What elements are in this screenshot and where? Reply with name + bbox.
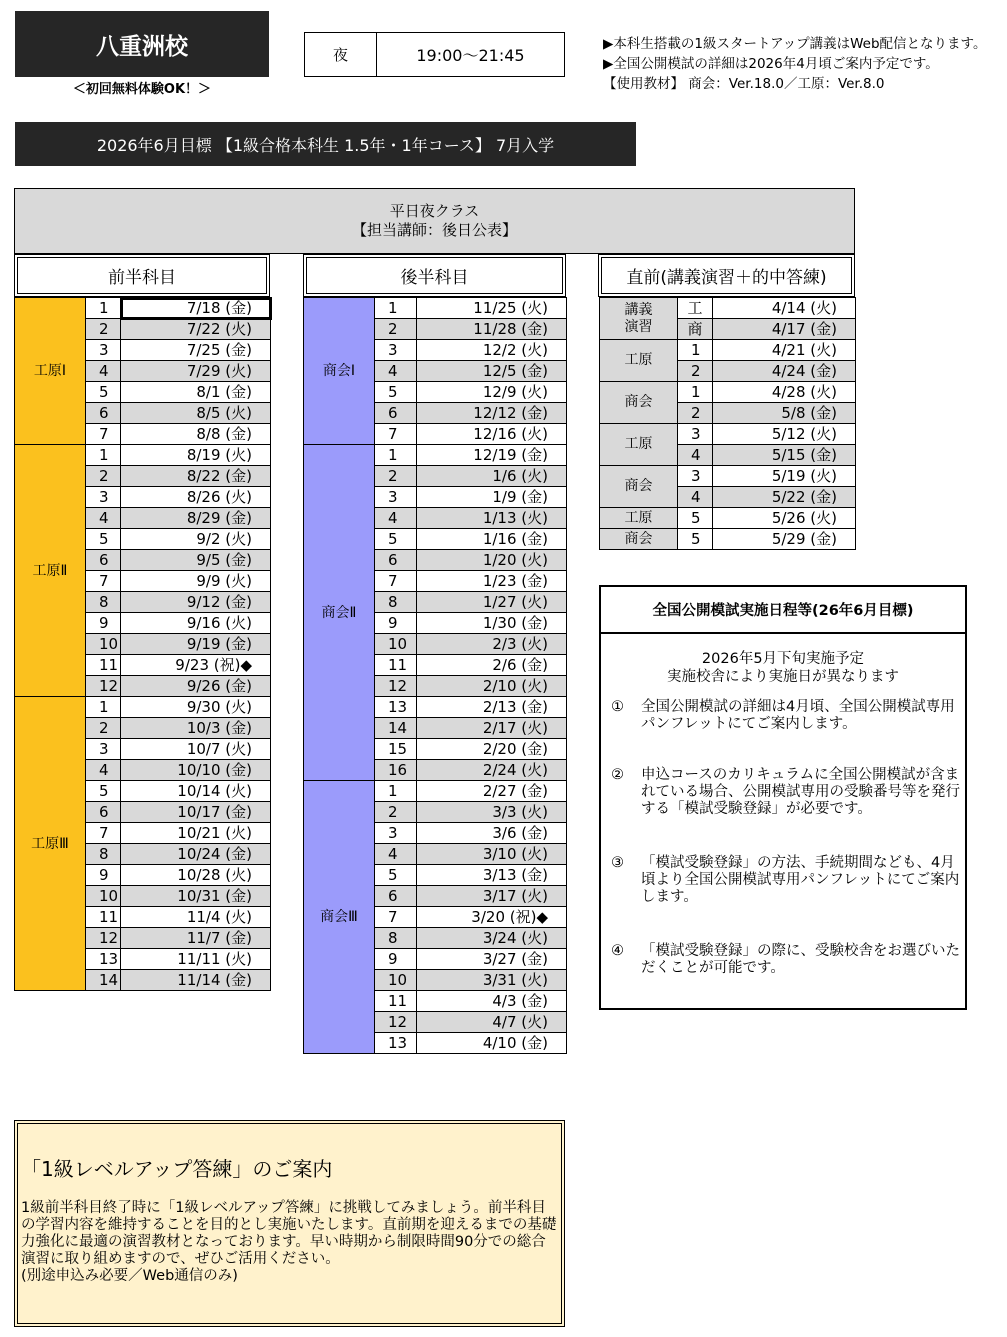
mock-item [611,943,963,977]
session-date: 1/30 (金) [417,613,567,634]
course-title: 2026年6月目標 【1級合格本科生 1.5年・1年コース】 7月入学 [15,122,636,166]
session-date: 9/9 (火) [121,571,271,592]
session-date: 5/8 (金) [713,403,856,424]
session-number: 商 [678,319,713,340]
mock-item-text: 「模試受験登録」の際に、受験校舎をお選びいただくことが可能です。 [641,943,960,976]
mock-head [601,650,965,686]
session-number: 9 [86,613,121,634]
session-number: 10 [375,634,417,655]
session-number: 6 [86,550,121,571]
session-date: 2/10 (火) [417,676,567,697]
class-box [14,188,855,254]
session-date: 10/24 (金) [121,844,271,865]
session-number: 3 [86,340,121,361]
final-group-label: 商会 [600,382,678,424]
session-date: 9/5 (金) [121,550,271,571]
schedule-row [600,466,856,487]
session-date: 2/27 (金) [417,781,567,802]
session-number: 1 [375,298,417,319]
mock-exam-box [599,585,967,1010]
schedule-row [15,697,271,718]
session-date: 11/11 (火) [121,949,271,970]
session-number: 11 [375,991,417,1012]
session-date: 9/12 (金) [121,592,271,613]
session-date: 3/10 (火) [417,844,567,865]
session-number: 2 [678,361,713,382]
session-date: 2/3 (火) [417,634,567,655]
session-date: 8/19 (火) [121,445,271,466]
session-number: 16 [375,760,417,781]
time-range: 19:00〜21:45 [416,46,525,65]
schedule-row [600,298,856,319]
session-number: 3 [86,487,121,508]
schedule-row [304,781,567,802]
session-date: 10/21 (火) [121,823,271,844]
session-date: 5/15 (金) [713,445,856,466]
session-date: 9/19 (金) [121,634,271,655]
session-date: 12/2 (火) [417,340,567,361]
session-date: 4/3 (金) [417,991,567,1012]
subject-label: 工原Ⅰ [15,298,86,445]
session-number: 4 [375,361,417,382]
second-half-table [303,297,567,1054]
session-number: 12 [375,676,417,697]
session-date: 8/22 (金) [121,466,271,487]
schedule-row [304,298,567,319]
session-number: 8 [375,928,417,949]
session-number: 10 [86,886,121,907]
schedule-row [600,382,856,403]
session-number: 6 [375,403,417,424]
session-number: 8 [86,592,121,613]
note-line: ▶本科生搭載の1級スタートアップ講義はWeb配信となります。 [603,36,987,52]
final-group-label: 講義 演習 [600,298,678,340]
session-number: 4 [375,508,417,529]
session-number: 1 [86,298,121,319]
session-number: 9 [86,865,121,886]
levelup-body: 1級前半科目終了時に「1級レベルアップ答練」に挑戦してみましょう。前半科目の学習内容を維持することを目的とし実施いたします。直前期を迎えるまでの基礎力強化に最適の演習教材となっております。早い時期から制限時間90分での総合演習に取り組めますので、ぜひご活用ください。 [21,1200,557,1267]
subject-label: 商会Ⅱ [304,445,375,781]
session-number: 8 [375,592,417,613]
mock-title: 全国公開模試実施日程等(26年6月目標) [601,587,965,634]
session-number: 1 [678,382,713,403]
session-date: 11/28 (金) [417,319,567,340]
session-date: 2/13 (金) [417,697,567,718]
session-date: 5/29 (金) [713,529,856,550]
notes [603,34,1003,94]
session-date: 7/25 (金) [121,340,271,361]
session-number: 3 [375,487,417,508]
session-date: 8/5 (火) [121,403,271,424]
session-number: 11 [375,655,417,676]
session-number: 7 [375,571,417,592]
time-label: 夜 [305,33,377,76]
schedule-row [15,445,271,466]
mock-item-text: 「模試受験登録」の方法、手続期間なども、4月頃より全国公開模試専用パンフレットにてご案内します。 [641,855,960,905]
final-group-label: 工原 [600,424,678,466]
session-number: 6 [86,802,121,823]
session-date: 10/7 (火) [121,739,271,760]
session-number: 2 [86,718,121,739]
session-date: 4/24 (金) [713,361,856,382]
session-number: 15 [375,739,417,760]
session-date: 10/17 (金) [121,802,271,823]
column-header-second: 後半科目 [303,254,566,297]
session-date: 9/30 (火) [121,697,271,718]
session-number: 8 [86,844,121,865]
time-box [304,32,565,77]
final-group-label: 商会 [600,466,678,508]
mock-item-mark: ① [611,699,624,715]
session-number: 1 [375,781,417,802]
session-number: 6 [86,403,121,424]
session-number: 1 [375,445,417,466]
session-date: 9/2 (火) [121,529,271,550]
session-date: 1/23 (金) [417,571,567,592]
session-date: 4/14 (火) [713,298,856,319]
session-date: 12/19 (金) [417,445,567,466]
session-date: 3/6 (金) [417,823,567,844]
session-number: 2 [375,466,417,487]
session-number: 2 [375,319,417,340]
session-number: 3 [86,739,121,760]
final-group-label: 工原 [600,508,678,529]
session-date: 11/14 (金) [121,970,271,991]
session-number: 7 [86,571,121,592]
session-date: 12/16 (火) [417,424,567,445]
session-date: 4/7 (火) [417,1012,567,1033]
session-date: 1/20 (火) [417,550,567,571]
mock-item-mark: ③ [611,855,624,871]
session-date: 3/24 (火) [417,928,567,949]
session-number: 10 [86,634,121,655]
session-number: 2 [86,319,121,340]
session-date: 10/31 (金) [121,886,271,907]
session-date: 4/28 (火) [713,382,856,403]
class-name: 平日夜クラス [389,202,480,220]
session-date: 10/3 (金) [121,718,271,739]
session-number: 9 [375,613,417,634]
column-header-first: 前半科目 [14,254,270,297]
session-number: 13 [86,949,121,970]
session-date: 11/25 (火) [417,298,567,319]
mock-item [611,855,963,906]
session-date: 4/10 (金) [417,1033,567,1054]
session-date: 8/8 (金) [121,424,271,445]
session-date: 5/19 (火) [713,466,856,487]
session-date: 1/16 (金) [417,529,567,550]
session-date: 9/23 (祝)◆ [121,655,271,676]
session-date: 2/17 (火) [417,718,567,739]
session-date: 3/17 (火) [417,886,567,907]
levelup-note: (別途申込み必要／Web通信のみ) [21,1268,238,1284]
session-date: 8/1 (金) [121,382,271,403]
session-date: 3/31 (火) [417,970,567,991]
session-date: 12/12 (金) [417,403,567,424]
session-date: 5/22 (金) [713,487,856,508]
session-date: 7/29 (火) [121,361,271,382]
session-date: 2/24 (火) [417,760,567,781]
school-name: 八重洲校 [15,11,269,77]
session-number: 3 [678,424,713,445]
session-number: 13 [375,1033,417,1054]
session-number: 2 [678,403,713,424]
session-date: 7/18 (金) [121,298,271,319]
mock-item-text: 全国公開模試の詳細は4月頃、全国公開模試専用パンフレットにてご案内します。 [641,699,955,732]
session-date: 12/5 (金) [417,361,567,382]
session-number: 5 [375,865,417,886]
session-number: 2 [86,466,121,487]
mock-item [611,699,963,733]
session-date: 1/9 (金) [417,487,567,508]
session-date: 10/28 (火) [121,865,271,886]
session-date: 10/10 (金) [121,760,271,781]
session-number: 4 [86,760,121,781]
session-number: 13 [375,697,417,718]
schedule-row [304,445,567,466]
session-date: 3/20 (祝)◆ [417,907,567,928]
first-half-table [14,297,271,991]
session-number: 3 [375,823,417,844]
session-number: 4 [86,508,121,529]
schedule-row [600,508,856,529]
session-date: 2/20 (金) [417,739,567,760]
final-group-label: 工原 [600,340,678,382]
session-number: 6 [375,550,417,571]
session-number: 1 [86,445,121,466]
session-number: 1 [86,697,121,718]
session-date: 11/7 (金) [121,928,271,949]
levelup-title: 「1級レベルアップ答練」のご案内 [21,1157,333,1181]
session-date: 8/29 (金) [121,508,271,529]
session-number: 5 [375,382,417,403]
session-date: 1/13 (火) [417,508,567,529]
session-number: 5 [678,529,713,550]
session-number: 9 [375,949,417,970]
session-number: 3 [375,340,417,361]
session-date: 8/26 (火) [121,487,271,508]
subject-label: 商会Ⅰ [304,298,375,445]
session-date: 4/17 (金) [713,319,856,340]
session-number: 5 [86,781,121,802]
session-number: 12 [375,1012,417,1033]
trial-note: ＜初回無料体験OK！＞ [72,82,212,97]
session-date: 5/26 (火) [713,508,856,529]
session-date: 4/21 (火) [713,340,856,361]
session-number: 工 [678,298,713,319]
session-date: 1/6 (火) [417,466,567,487]
subject-label: 商会Ⅲ [304,781,375,1054]
session-number: 7 [86,424,121,445]
session-number: 12 [86,676,121,697]
session-number: 12 [86,928,121,949]
session-number: 7 [86,823,121,844]
session-date: 9/16 (火) [121,613,271,634]
session-number: 5 [86,382,121,403]
session-number: 6 [375,886,417,907]
session-number: 7 [375,907,417,928]
session-date: 3/3 (火) [417,802,567,823]
mock-head-line: 実施校舎により実施日が異なります [667,669,899,685]
session-date: 3/27 (金) [417,949,567,970]
final-group-label: 商会 [600,529,678,550]
mock-head-line: 2026年5月下旬実施予定 [701,651,865,667]
session-number: 14 [375,718,417,739]
session-number: 3 [678,466,713,487]
session-number: 2 [375,802,417,823]
session-number: 5 [86,529,121,550]
session-number: 1 [678,340,713,361]
session-number: 7 [375,424,417,445]
mock-item-mark: ④ [611,943,624,959]
schedule-row [600,340,856,361]
session-date: 7/22 (火) [121,319,271,340]
session-number: 14 [86,970,121,991]
session-date: 11/4 (火) [121,907,271,928]
subject-label: 工原Ⅲ [15,697,86,991]
mock-item-text: 申込コースのカリキュラムに全国公開模試が含まれている場合、公開模試専用の受験番号等を発行する「模試受験登録」が必要です。 [641,767,960,817]
subject-label: 工原Ⅱ [15,445,86,697]
session-date: 2/6 (金) [417,655,567,676]
note-line: ▶全国公開模試の詳細は2026年4月頃ご案内予定です。 [603,56,939,72]
session-number: 5 [678,508,713,529]
session-date: 1/27 (火) [417,592,567,613]
schedule-row [600,424,856,445]
session-date: 10/14 (火) [121,781,271,802]
session-number: 4 [678,487,713,508]
class-teacher: 【担当講師：後日公表】 [351,221,517,239]
final-table [599,297,856,550]
session-date: 3/13 (金) [417,865,567,886]
schedule-row [600,529,856,550]
session-number: 4 [375,844,417,865]
session-number: 11 [86,655,121,676]
session-number: 4 [86,361,121,382]
session-date: 5/12 (火) [713,424,856,445]
session-number: 5 [375,529,417,550]
session-date: 9/26 (金) [121,676,271,697]
note-line: 【使用教材】 商会：Ver.18.0／工原：Ver.8.0 [603,76,885,92]
mock-item [611,767,963,818]
session-number: 10 [375,970,417,991]
column-header-final: 直前(講義演習＋的中答練) [598,254,855,297]
schedule-row [15,298,271,319]
levelup-box [14,1120,565,1327]
session-number: 11 [86,907,121,928]
session-number: 4 [678,445,713,466]
mock-item-mark: ② [611,767,624,783]
session-date: 12/9 (火) [417,382,567,403]
